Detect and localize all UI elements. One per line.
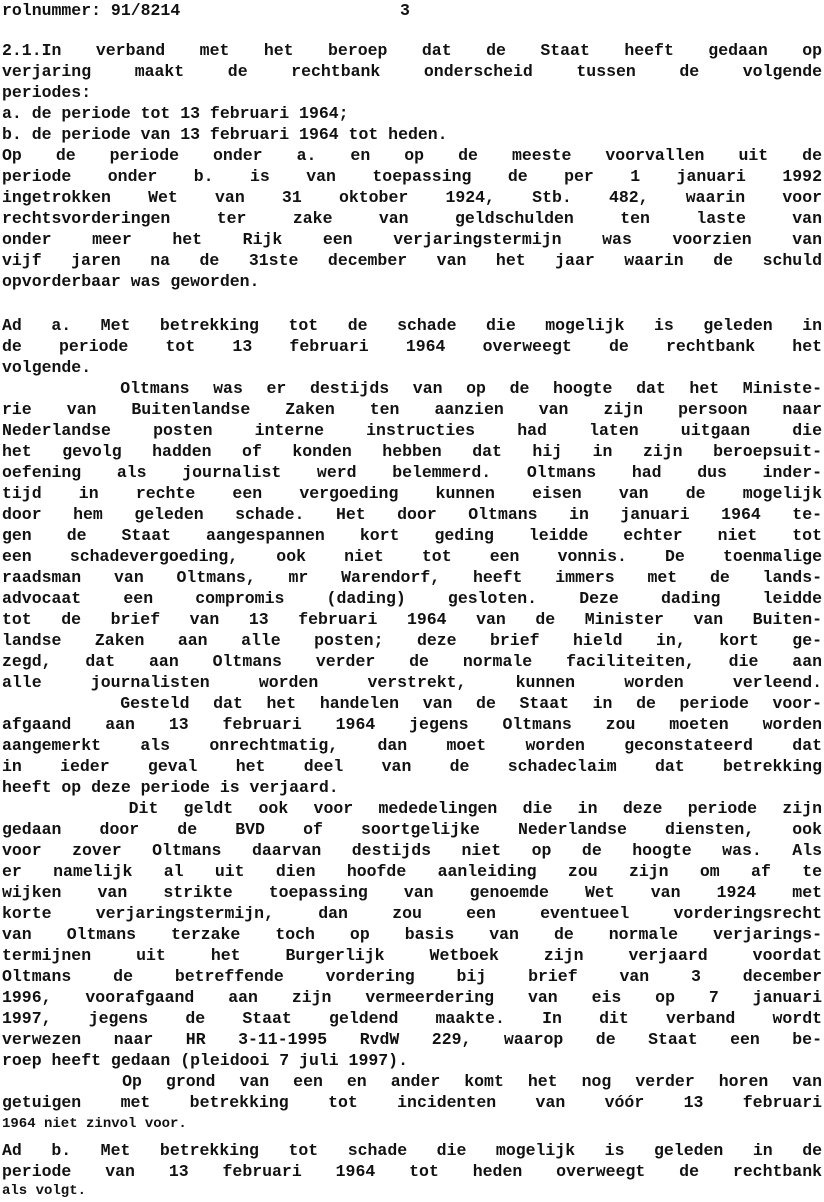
text-line: door hem geleden schade. Het door Oltmans in januari 1964 te- (2, 505, 822, 524)
text-line: Gesteld dat het handelen van de Staat in de periode voor- (2, 694, 822, 713)
text-line: de periode tot 13 februari 1964 overweegt de rechtbank het (2, 337, 822, 356)
text-line: opvorderbaar was geworden. (2, 272, 260, 291)
text-line: van Oltmans terzake toch op basis van de normale verjarings- (2, 925, 822, 944)
text-line: tijd in rechte een vergoeding kunnen eisen van de mogelijk (2, 484, 822, 503)
text-line: raadsman van Oltmans, mr Warendorf, heeft immers met de lands- (2, 568, 822, 587)
text-line: rie van Buitenlandse Zaken ten aanzien van zijn persoon naar (2, 400, 822, 419)
text-line: oefening als journalist werd belemmerd. Oltmans had dus inder- (2, 463, 822, 482)
text-line: a. de periode tot 13 februari 1964; (2, 104, 349, 123)
text-line: Dit geldt ook voor mededelingen die in deze periode zijn (2, 799, 822, 818)
text-line: termijnen uit het Burgerlijk Wetboek zijn verjaard voordat (2, 946, 822, 965)
text-line: zegd, dat aan Oltmans verder de normale faciliteiten, die aan (2, 652, 822, 671)
rolnummer: rolnummer: 91/8214 (2, 1, 181, 20)
text-line: als volgt. (2, 1183, 87, 1199)
text-line: roep heeft gedaan (pleidooi 7 juli 1997). (2, 1051, 408, 1070)
text-line: er namelijk al uit dien hoofde aanleiding zou zijn om af te (2, 862, 822, 881)
text-line: Oltmans de betreffende vordering bij brief van 3 december (2, 967, 822, 986)
text-line: aangemerkt als onrechtmatig, dan moet worden geconstateerd dat (2, 736, 822, 755)
text-line: heeft op deze periode is verjaard. (2, 778, 339, 797)
page-number: 3 (400, 1, 410, 20)
text-line: Op de periode onder a. en op de meeste voorvallen uit de (2, 146, 822, 165)
text-line: afgaand aan 13 februari 1964 jegens Oltmans zou moeten worden (2, 715, 822, 734)
text-line: Oltmans was er destijds van op de hoogte dat het Ministe- (2, 379, 822, 398)
text-line: een schadevergoeding, ook niet tot een vonnis. De toenmalige (2, 547, 822, 566)
text-line: b. de periode van 13 februari 1964 tot heden. (2, 125, 448, 144)
text-line: Nederlandse posten interne instructies had laten uitgaan die (2, 421, 822, 440)
text-line: wijken van strikte toepassing van genoemde Wet van 1924 met (2, 883, 822, 902)
text-line: rechtsvorderingen ter zake van geldschulden ten laste van (2, 209, 822, 228)
page-header (2, 0, 822, 22)
text-line: volgende. (2, 358, 92, 377)
text-line: 1997, jegens de Staat geldend maakte. In dit verband wordt (2, 1009, 822, 1028)
text-line: gedaan door de BVD of soortgelijke Nederlandse diensten, ook (2, 820, 822, 839)
text-line: het gevolg hadden of konden hebben dat hij in zijn beroepsuit- (2, 442, 822, 461)
text-line: verwezen naar HR 3-11-1995 RvdW 229, waarop de Staat een be- (2, 1030, 822, 1049)
text-line: gen de Staat aangespannen kort geding leidde echter niet tot (2, 526, 822, 545)
text-line: 2.1.In verband met het beroep dat de Staat heeft gedaan op (2, 41, 822, 60)
text-line: periode onder b. is van toepassing de per 1 januari 1992 (2, 167, 822, 186)
text-line: periode van 13 februari 1964 tot heden overweegt de rechtbank (2, 1162, 822, 1181)
text-line: Op grond van een en ander komt het nog verder horen van (2, 1072, 822, 1091)
text-line: onder meer het Rijk een verjaringstermijn was voorzien van (2, 230, 822, 249)
text-line: landse Zaken aan alle posten; deze brief hield in, kort ge- (2, 631, 822, 650)
text-line: voor zover Oltmans daarvan destijds niet op de hoogte was. Als (2, 841, 822, 860)
text-line: alle journalisten worden verstrekt, kunnen worden verleend. (2, 673, 822, 692)
text-line: 1996, voorafgaand aan zijn vermeerdering van eis op 7 januari (2, 988, 822, 1007)
text-line: verjaring maakt de rechtbank onderscheid tussen de volgende (2, 62, 822, 81)
text-line: advocaat een compromis (dading) gesloten. Deze dading leidde (2, 589, 822, 608)
text-line: tot de brief van 13 februari 1964 van de Minister van Buiten- (2, 610, 822, 629)
text-line: 1964 niet zinvol voor. (2, 1116, 187, 1132)
text-line: in ieder geval het deel van de schadeclaim dat betrekking (2, 757, 822, 776)
text-line: korte verjaringstermijn, dan zou een eventueel vorderingsrecht (2, 904, 822, 923)
text-line: vijf jaren na de 31ste december van het jaar waarin de schuld (2, 251, 822, 270)
text-line: Ad b. Met betrekking tot schade die mogelijk is geleden in de (2, 1141, 822, 1160)
text-line: ingetrokken Wet van 31 oktober 1924, Stb. 482, waarin voor (2, 188, 822, 207)
text-line: periodes: (2, 83, 92, 102)
text-line: getuigen met betrekking tot incidenten van vóór 13 februari (2, 1093, 822, 1112)
text-line: Ad a. Met betrekking tot de schade die mogelijk is geleden in (2, 316, 822, 335)
